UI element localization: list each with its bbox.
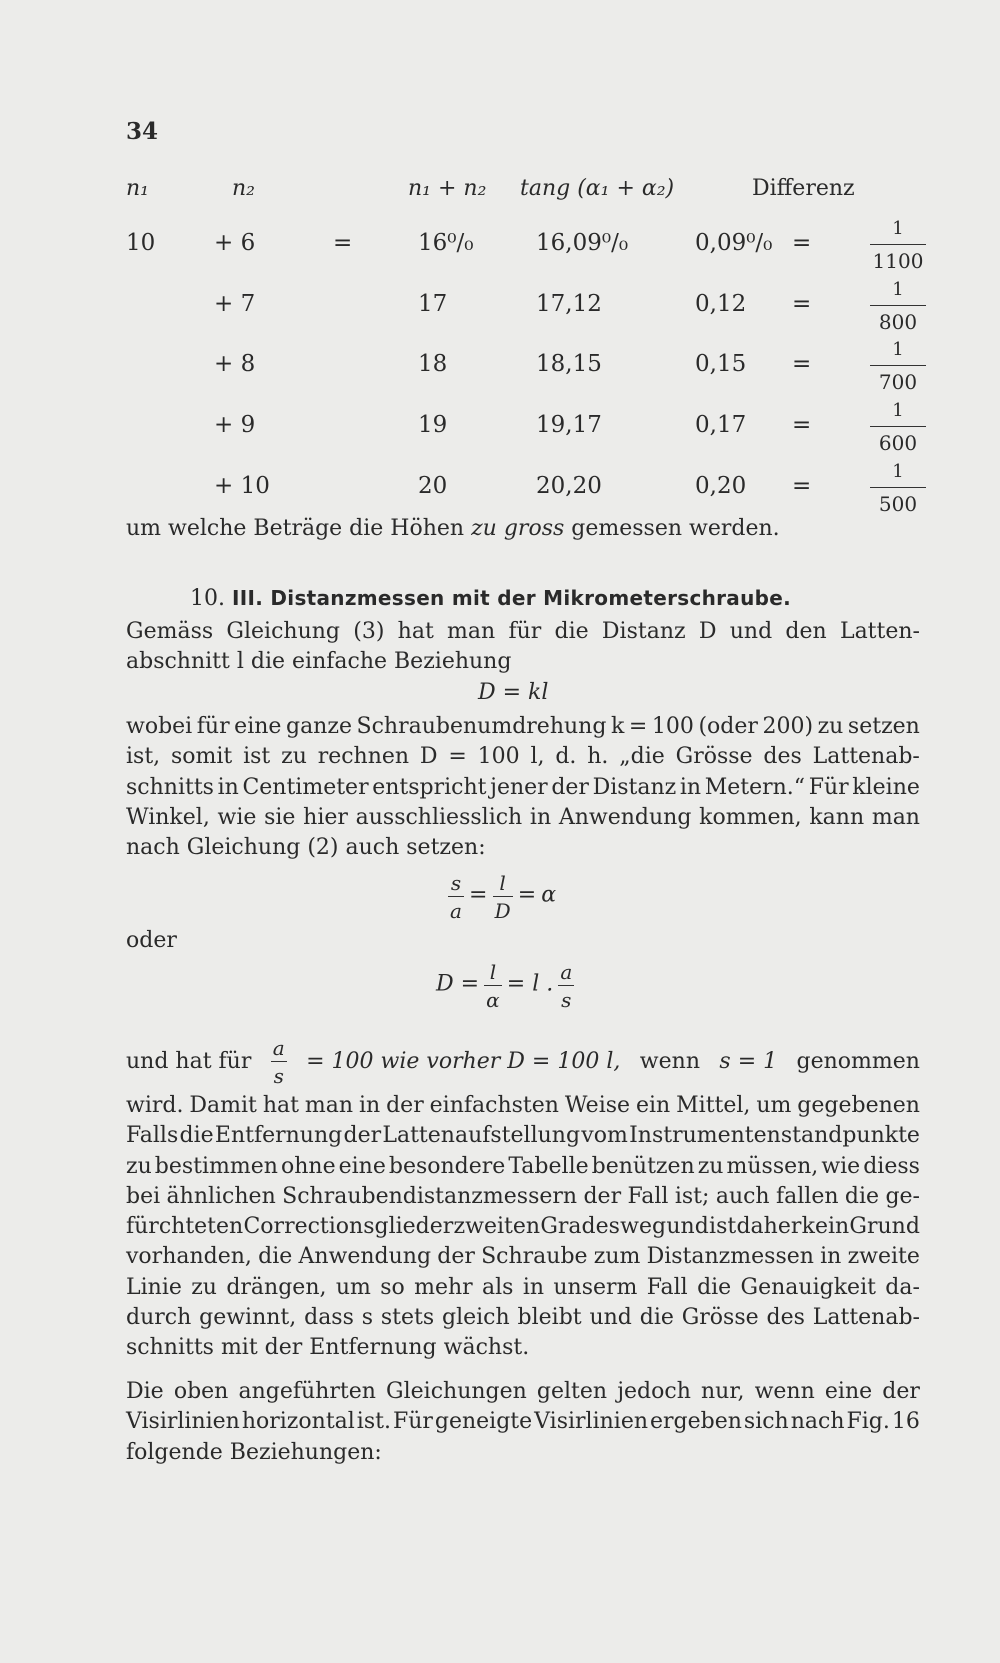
cell-tang: 16,09⁰/₀: [536, 230, 629, 256]
cell-tang: 17,12: [536, 291, 602, 317]
text-line: ist, somit ist zu rechnen D = 100 l, d. h. „die Grösse des Lattenab-: [126, 744, 920, 770]
table-header-n2: n₂: [232, 176, 255, 201]
oder-label: oder: [126, 928, 177, 953]
text-line: Gemäss Gleichung (3) hat man für die Distanz D und den Latten-: [126, 619, 920, 644]
text-line: wird. Damit hat man in der einfachsten Weise ein Mittel, um gegebenen: [126, 1093, 920, 1118]
text-line: bei ähnlichen Schraubendistanzmessern der Fall ist; auch fallen die ge-: [126, 1183, 920, 1209]
text-line: durch gewinnt, dass s stets gleich bleibt und die Grösse des Lattenab-: [126, 1305, 920, 1331]
fraction-l-over-d: $\frac{l}{D}$: [494, 871, 511, 923]
paragraph-1: [126, 617, 920, 678]
table-row: [0, 281, 1000, 341]
table-header-difference: Differenz: [752, 176, 855, 201]
cell-n2: + 9: [214, 412, 256, 438]
text-line: fürchteten Correctionsglieder zweiten Grades weg und ist daher kein Grund: [126, 1214, 920, 1240]
formula-d-equals-kl: D = kl: [478, 680, 549, 705]
cell-first_n1: 10: [126, 230, 156, 256]
cell-n2: + 7: [214, 291, 256, 317]
cell-eq2: =: [792, 230, 812, 256]
paragraph-4: [126, 1377, 920, 1468]
cell-eq: =: [333, 230, 353, 256]
cell-tang: 18,15: [536, 351, 602, 377]
cell-diff: 0,15: [695, 351, 747, 377]
fraction-a-over-s-inline: $\frac{a}{s}$: [272, 1036, 285, 1088]
text-line: zu bestimmen ohne eine besondere Tabelle benützen zu müssen, wie diess: [126, 1153, 920, 1179]
difference-fraction: 1 500: [870, 463, 926, 514]
cell-sum: 18: [418, 351, 448, 377]
und-hat-fuer-line: und hat für $\frac{a}{s}$ = 100 wie vorher D = 100 l, wenn s = 1 genommen: [126, 1036, 920, 1088]
section-title: III. Distanzmessen mit der Mikrometerschraube.: [232, 586, 792, 610]
table-caption: um welche Beträge die Höhen zu gross gemessen werden.: [126, 516, 780, 541]
cell-n2: + 8: [214, 351, 256, 377]
paragraph-3: [126, 1091, 920, 1364]
cell-n2: + 10: [214, 473, 270, 499]
cell-sum: 19: [418, 412, 448, 438]
table-row: [0, 220, 1000, 280]
text-line: wobei für eine ganze Schraubenumdrehung k = 100 (oder 200) zu setzen: [126, 714, 920, 739]
table-header-n1: n₁: [126, 176, 149, 201]
table-row: [0, 341, 1000, 401]
fraction-l-over-alpha: $\frac{l}{\alpha}$: [486, 960, 500, 1012]
text-line: Linie zu drängen, um so mehr als in unserm Fall die Genauigkeit da-: [126, 1274, 920, 1300]
cell-sum: 17: [418, 291, 448, 317]
section-heading: [190, 586, 791, 611]
text-line: vorhanden, die Anwendung der Schraube zum Distanzmessen in zweite: [126, 1244, 920, 1270]
cell-diff: 0,20: [695, 473, 747, 499]
page-number: 34: [126, 118, 159, 145]
formula-ratio: $\frac{s}{a}$ = $\frac{l}{D}$ = α: [450, 871, 557, 923]
text-line: Die oben angeführten Gleichungen gelten jedoch nur, wenn eine der: [126, 1379, 920, 1404]
text-line: nach Gleichung (2) auch setzen:: [126, 835, 486, 861]
paragraph-2: [126, 712, 920, 863]
cell-n2: + 6: [214, 230, 256, 256]
cell-eq2: =: [792, 291, 812, 317]
cell-diff: 0,12: [695, 291, 747, 317]
text-line: schnitts mit der Entfernung wächst.: [126, 1335, 530, 1361]
cell-tang: 20,20: [536, 473, 602, 499]
cell-tang: 19,17: [536, 412, 602, 438]
cell-eq2: =: [792, 351, 812, 377]
section-number: 10.: [190, 586, 225, 611]
cell-eq2: =: [792, 473, 812, 499]
difference-fraction: 1 1100: [870, 220, 926, 271]
table-header-sum: n₁ + n₂: [408, 176, 487, 201]
difference-fraction: 1 800: [870, 281, 926, 332]
text-line: Winkel, wie sie hier ausschliesslich in Anwendung kommen, kann man: [126, 804, 920, 830]
cell-diff: 0,09⁰/₀: [695, 230, 773, 256]
text-line: schnitts in Centimeter entspricht jener der Distanz in Metern.“ Für kleine: [126, 774, 920, 800]
text-line: Visirlinien horizontal ist. Für geneigte Visirlinien ergeben sich nach Fig. 16: [126, 1409, 920, 1435]
text-line: folgende Beziehungen:: [126, 1439, 382, 1465]
fraction-s-over-a: $\frac{s}{a}$: [450, 871, 462, 923]
cell-diff: 0,17: [695, 412, 747, 438]
table-header-tang: tang (α₁ + α₂): [520, 176, 675, 201]
difference-fraction: 1 600: [870, 402, 926, 453]
cell-eq2: =: [792, 412, 812, 438]
formula-distance: D = $\frac{l}{\alpha}$ = l . $\frac{a}{s}$: [436, 960, 573, 1012]
cell-sum: 16⁰/₀: [418, 230, 474, 256]
text-line: Falls die Entfernung der Lattenaufstellung vom Instrumentenstandpunkte: [126, 1123, 920, 1149]
difference-fraction: 1 700: [870, 341, 926, 392]
text-line: abschnitt l die einfache Beziehung: [126, 649, 512, 675]
fraction-a-over-s: $\frac{a}{s}$: [560, 960, 573, 1012]
cell-sum: 20: [418, 473, 448, 499]
table-row: [0, 402, 1000, 462]
